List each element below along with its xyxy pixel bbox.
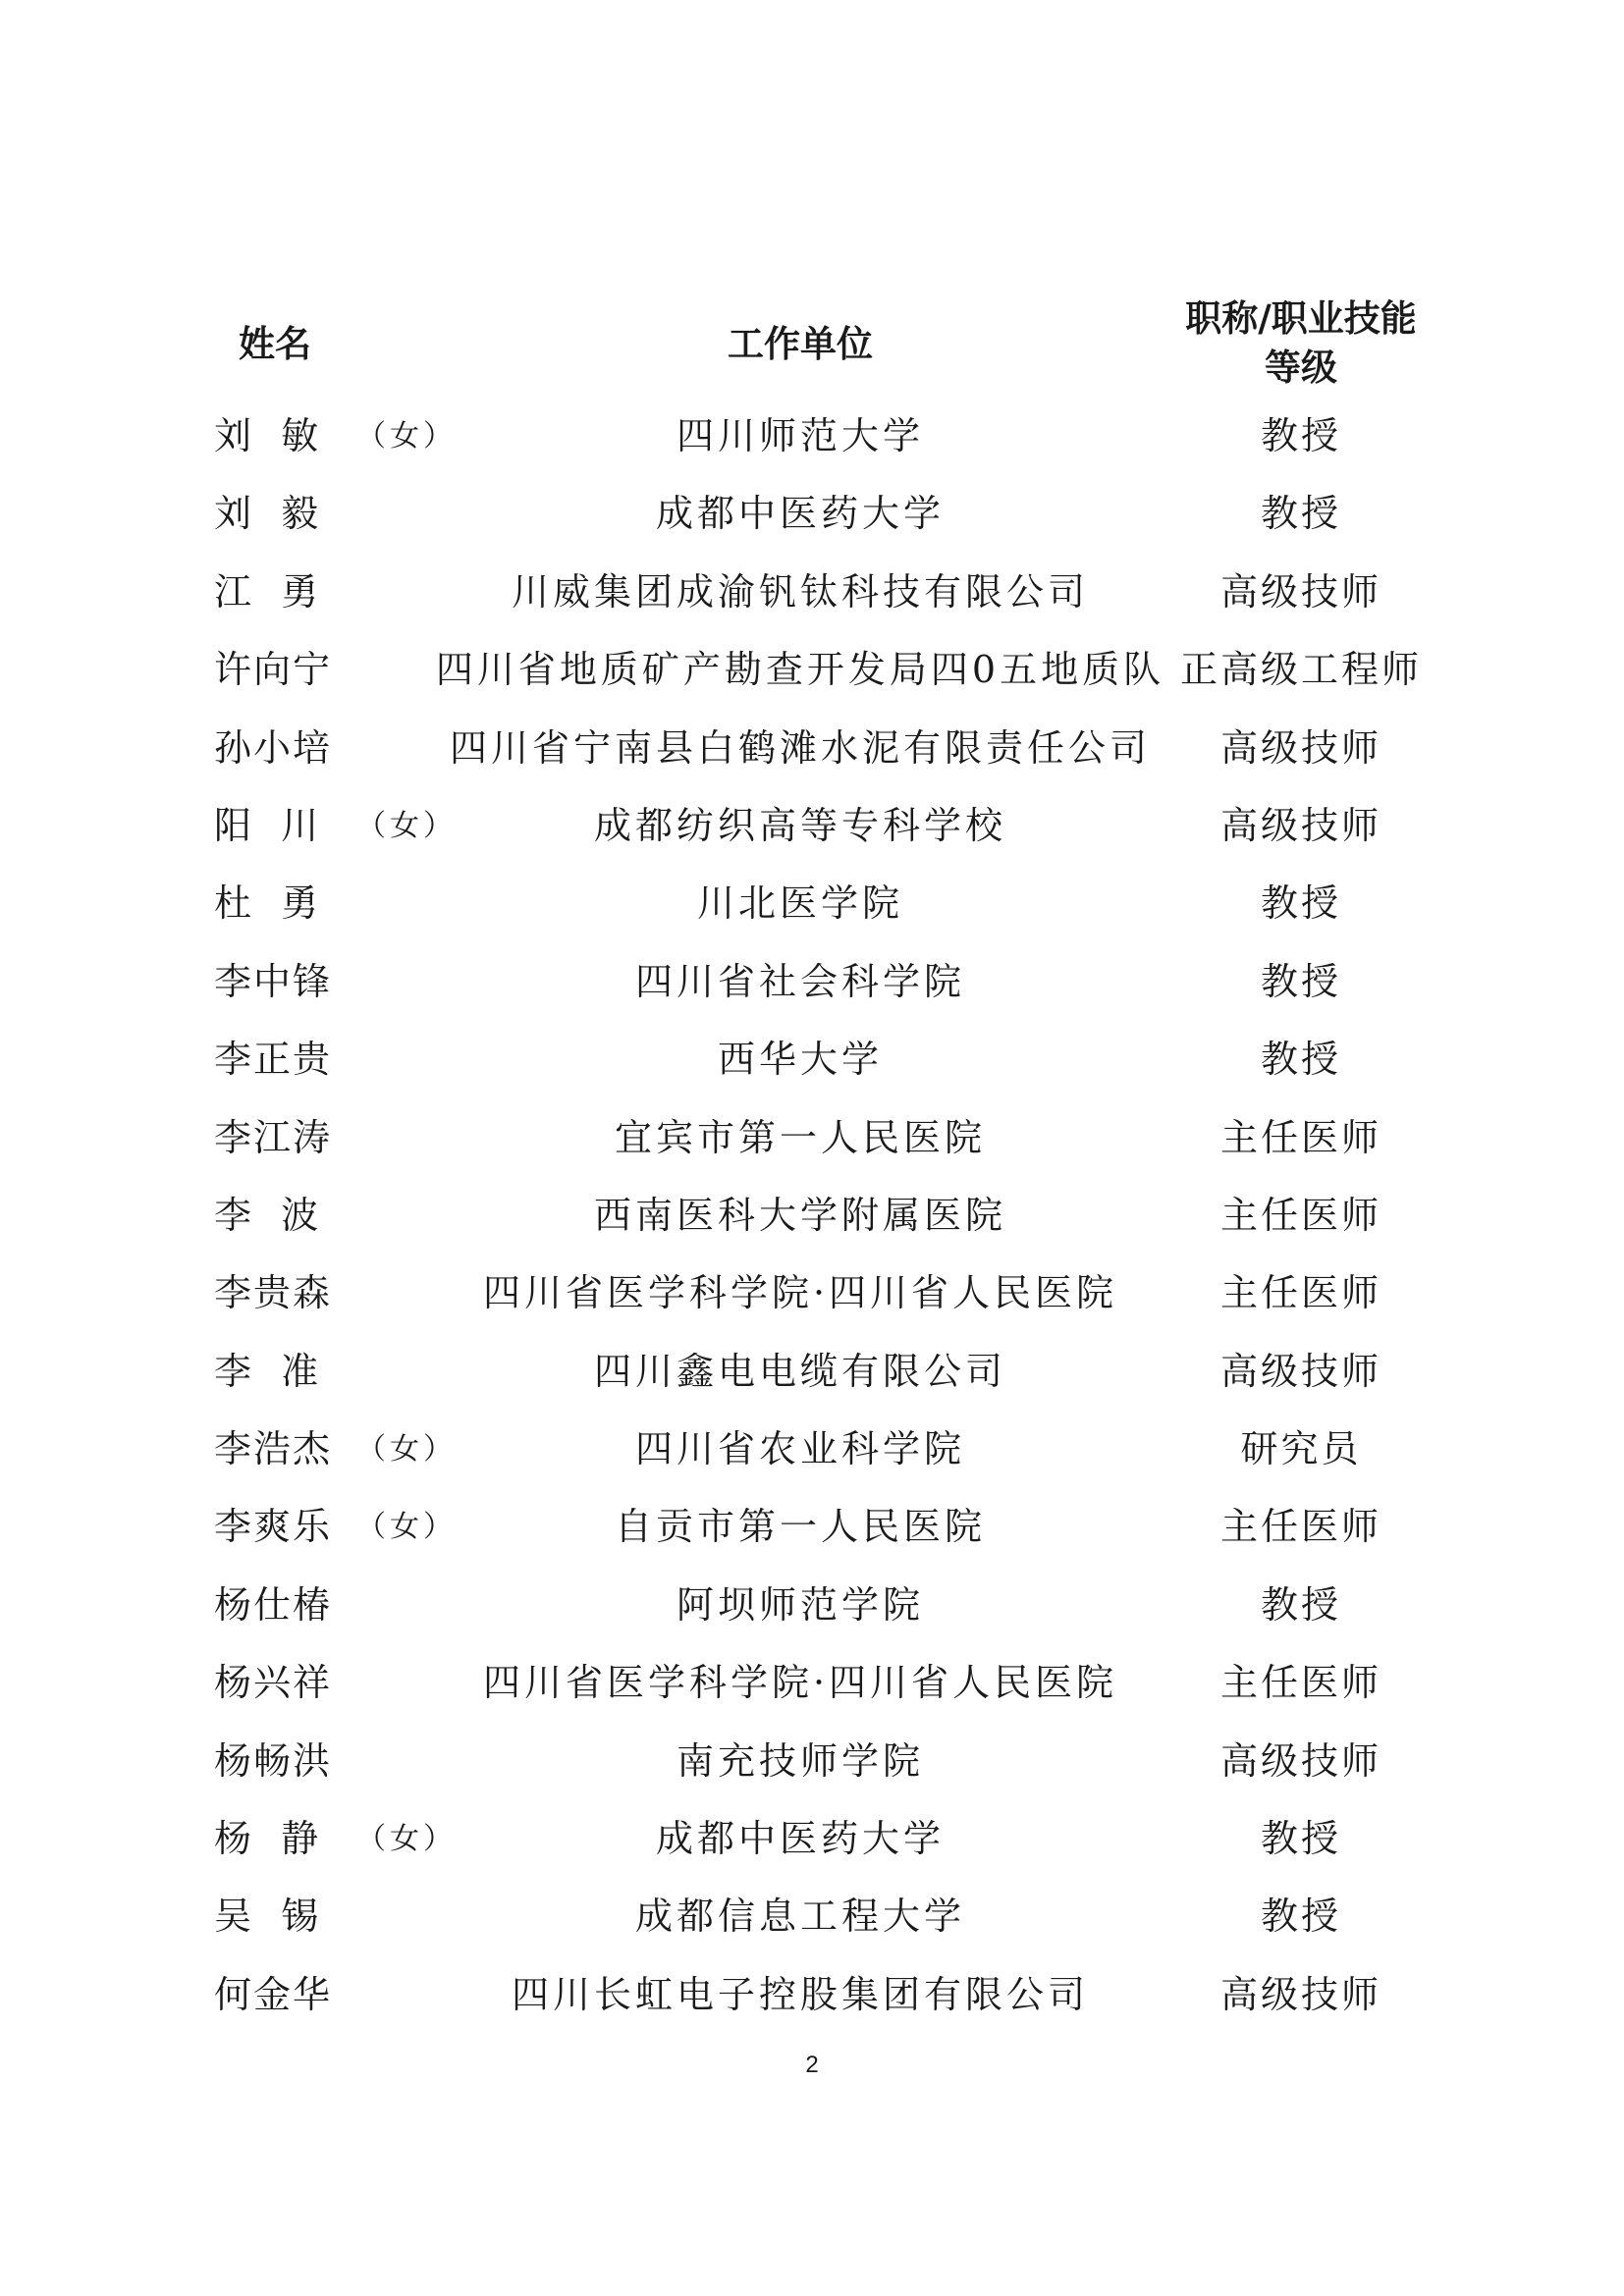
professional-title: 主任医师	[1219, 1505, 1381, 1549]
person-name: 杨畅洪	[214, 1738, 333, 1783]
gender-note: （女）	[356, 1510, 457, 1545]
table-row	[0, 1021, 1624, 1098]
table-row	[0, 1644, 1624, 1722]
professional-title: 主任医师	[1219, 1271, 1381, 1315]
professional-title: 教授	[1260, 1582, 1341, 1627]
professional-title: 教授	[1260, 881, 1341, 926]
professional-title: 高级技师	[1219, 1738, 1381, 1783]
person-name: 李爽乐	[214, 1505, 333, 1549]
person-name: 江 勇	[214, 569, 321, 614]
person-name: 刘 敏	[214, 414, 321, 457]
person-name: 李浩杰	[214, 1427, 333, 1471]
person-name: 许向宁	[214, 648, 333, 692]
work-unit: 成都中医药大学	[655, 1817, 945, 1861]
work-unit: 四川省地质矿产勘查开发局四0五地质队	[435, 648, 1165, 692]
person-name: 吴 锡	[214, 1895, 321, 1939]
professional-title: 主任医师	[1219, 1115, 1381, 1159]
professional-title: 教授	[1260, 492, 1341, 536]
work-unit: 成都信息工程大学	[634, 1895, 965, 1939]
table-body	[0, 398, 1624, 2034]
table-row	[0, 1177, 1624, 1255]
work-unit: 南充技师学院	[676, 1738, 924, 1783]
gender-note: （女）	[356, 808, 457, 843]
work-unit: 宜宾市第一人民医院	[614, 1115, 986, 1159]
work-unit: 成都中医药大学	[655, 492, 945, 536]
work-unit: 四川长虹电子控股集团有限公司	[511, 1972, 1089, 2016]
professional-title: 教授	[1260, 1895, 1341, 1939]
work-unit: 成都纺织高等专科学校	[593, 803, 1006, 847]
title-column-header	[1159, 294, 1443, 393]
table-row	[0, 865, 1624, 942]
professional-title: 高级技师	[1219, 803, 1381, 847]
person-name: 李江涛	[214, 1115, 333, 1159]
professional-title: 正高级工程师	[1179, 648, 1422, 692]
table-row	[0, 1723, 1624, 1800]
table-row	[0, 1878, 1624, 1955]
professional-title: 主任医师	[1219, 1661, 1381, 1705]
person-name: 何金华	[214, 1972, 333, 2016]
work-unit: 自贡市第一人民医院	[614, 1505, 986, 1549]
table-row	[0, 1956, 1624, 2034]
table-header	[0, 294, 1624, 393]
name-column-header: 姓名	[239, 323, 311, 365]
work-unit: 川威集团成渝钒钛科技有限公司	[511, 569, 1089, 614]
work-unit: 四川省医学科学院·四川省人民医院	[482, 1271, 1118, 1315]
person-name: 杨 静	[214, 1817, 321, 1861]
work-unit: 四川师范大学	[676, 414, 924, 457]
work-unit: 阿坝师范学院	[676, 1582, 924, 1627]
person-name: 李贵森	[214, 1271, 333, 1315]
table-row	[0, 1255, 1624, 1332]
professional-title: 教授	[1260, 414, 1341, 457]
title-header-line-2: 等级	[1265, 347, 1337, 389]
work-unit: 西华大学	[717, 1038, 883, 1082]
table-row	[0, 787, 1624, 865]
person-name: 孙小培	[214, 725, 333, 770]
table-row	[0, 631, 1624, 709]
work-unit: 西南医科大学附属医院	[593, 1193, 1006, 1237]
professional-title: 高级技师	[1219, 1972, 1381, 2016]
work-unit: 四川鑫电电缆有限公司	[593, 1349, 1006, 1393]
table-row	[0, 475, 1624, 553]
unit-column-header: 工作单位	[728, 323, 873, 365]
gender-note: （女）	[356, 1432, 457, 1468]
work-unit: 四川省医学科学院·四川省人民医院	[482, 1661, 1118, 1705]
table-row	[0, 943, 1624, 1021]
person-name: 李中锋	[214, 959, 333, 1003]
professional-title: 高级技师	[1219, 725, 1381, 770]
work-unit: 四川省农业科学院	[634, 1427, 965, 1471]
work-unit: 川北医学院	[696, 881, 903, 926]
professional-title: 高级技师	[1219, 1349, 1381, 1393]
table-row	[0, 554, 1624, 631]
person-name: 李 波	[214, 1193, 321, 1237]
person-name: 李 准	[214, 1349, 321, 1393]
gender-note: （女）	[356, 419, 457, 454]
table-row	[0, 710, 1624, 787]
person-name: 杜 勇	[214, 881, 321, 926]
professional-title: 主任医师	[1219, 1193, 1381, 1237]
work-unit: 四川省社会科学院	[634, 959, 965, 1003]
person-name: 刘 毅	[214, 492, 321, 536]
table-row	[0, 1333, 1624, 1411]
work-unit: 四川省宁南县白鹤滩水泥有限责任公司	[449, 725, 1151, 770]
professional-title: 教授	[1260, 959, 1341, 1003]
professional-title: 教授	[1260, 1038, 1341, 1082]
person-name: 阳 川	[214, 803, 321, 847]
table-row	[0, 398, 1624, 475]
table-row	[0, 1488, 1624, 1566]
table-row	[0, 1411, 1624, 1488]
person-name: 李正贵	[214, 1038, 333, 1082]
table-row	[0, 1800, 1624, 1878]
professional-title: 研究员	[1240, 1427, 1362, 1471]
table-row	[0, 1567, 1624, 1644]
person-name: 杨兴祥	[214, 1661, 333, 1705]
person-name: 杨仕椿	[214, 1582, 333, 1627]
gender-note: （女）	[356, 1822, 457, 1857]
title-header-line-1: 职称/职业技能	[1185, 297, 1417, 340]
professional-title: 教授	[1260, 1817, 1341, 1861]
table-row	[0, 1099, 1624, 1177]
page-number: 2	[805, 2052, 819, 2078]
professional-title: 高级技师	[1219, 569, 1381, 614]
